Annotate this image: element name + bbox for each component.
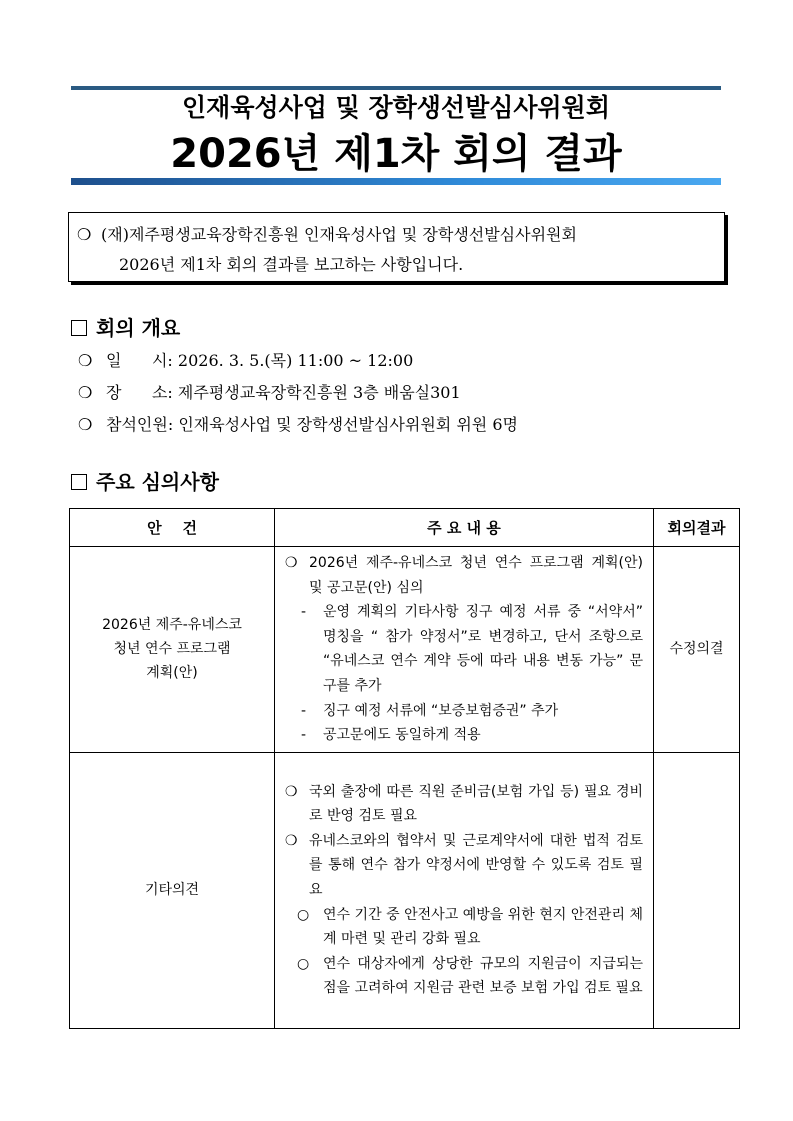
agenda-line: 청년 연수 프로그램 [113, 641, 231, 658]
agenda-line: 2026년 제주-유네스코 [102, 617, 242, 634]
content-subitem [285, 699, 643, 724]
summary-line1: (재)제주평생교육장학진흥원 인재육성사업 및 장학생선발심사위원회 [101, 225, 577, 244]
content-item-text: 징구 예정 서류에 “보증보험증권” 추가 [323, 702, 559, 719]
content-cell [275, 547, 654, 753]
content-cell [275, 752, 654, 1028]
overview-item-attendees [78, 413, 518, 437]
content-subitem [285, 723, 643, 748]
circle-bullet-icon: ❍ [78, 383, 93, 402]
table-header-row [70, 509, 740, 547]
content-item-text: 국외 출장에 따른 직원 준비금(보험 가입 등) 필요 경비로 반영 검토 필요 [309, 783, 643, 825]
section-heading-overview [71, 315, 180, 341]
agenda-line: 기타의견 [144, 882, 200, 899]
section-heading-overview-label: 회의 개요 [96, 316, 181, 340]
dash-bullet-icon: - [301, 604, 307, 621]
table-row [70, 752, 740, 1028]
title-top-rule [71, 86, 721, 90]
content-item-text: 2026년 제주-유네스코 청년 연수 프로그램 계획(안) 및 공고문(안) 심의 [309, 555, 643, 596]
overview-item-datetime [78, 349, 413, 373]
content-item-text: 공고문에도 동일하게 적용 [323, 727, 481, 744]
result-cell: 수정의결 [654, 547, 740, 753]
content-item [285, 551, 643, 600]
section-heading-deliberation [71, 469, 219, 495]
content-item [285, 903, 643, 952]
overview-value: 인재육성사업 및 장학생선발심사위원회 위원 6명 [178, 415, 518, 434]
content-item [285, 780, 643, 829]
square-bullet-icon [71, 320, 87, 336]
square-bullet-icon [71, 474, 87, 490]
small-circle-bullet-icon: ○ [297, 906, 310, 923]
content-subitem [285, 600, 643, 698]
content-item-text: 연수 대상자에게 상당한 규모의 지원금이 지급되는 점을 고려하여 지원금 관련 보증 보험 가입 검토 필요 [323, 955, 643, 997]
circle-bullet-icon: ❍ [285, 832, 298, 849]
deliberation-table [69, 508, 740, 1029]
overview-key: 일 시: [106, 351, 173, 370]
report-title-line2: 2026년 제1차 회의 결과 [170, 131, 622, 177]
circle-bullet-icon: ❍ [77, 225, 92, 244]
overview-item-place [78, 381, 461, 405]
table-row [70, 547, 740, 753]
title-bottom-gradient-rule [71, 178, 721, 185]
report-title-line1: 인재육성사업 및 장학생선발심사위원회 [182, 93, 610, 122]
overview-value: 제주평생교육장학진흥원 3층 배움실301 [177, 383, 461, 402]
agenda-cell [70, 547, 275, 753]
dash-bullet-icon: - [301, 727, 307, 744]
circle-bullet-icon: ❍ [78, 415, 93, 434]
circle-bullet-icon: ❍ [285, 555, 298, 571]
circle-bullet-icon: ❍ [78, 351, 93, 370]
overview-value: 2026. 3. 5.(목) 11:00 ~ 12:00 [177, 351, 414, 370]
content-item-text: 운영 계획의 기타사항 징구 예정 서류 중 “서약서” 명칭을 “ 참가 약정서”로 변경하고, 단서 조항으로 “유네스코 연수 계약 등에 따라 내용 변동 가능” 문구를 추가 [323, 604, 643, 694]
result-cell [654, 752, 740, 1028]
content-item-text: 유네스코와의 협약서 및 근로계약서에 대한 법적 검토를 통해 연수 참가 약정서에 반영할 수 있도록 검토 필요 [309, 832, 643, 898]
overview-key: 참석인원: [106, 415, 174, 434]
content-item [285, 952, 643, 1001]
column-header-result: 회의결과 [654, 509, 740, 547]
overview-key: 장 소: [106, 383, 173, 402]
content-item-text: 연수 기간 중 안전사고 예방을 위한 현지 안전관리 체계 마련 및 관리 강화 필요 [323, 906, 643, 948]
dash-bullet-icon: - [301, 702, 307, 719]
agenda-line: 계획(안) [146, 665, 198, 682]
summary-text [77, 220, 717, 280]
summary-line2: 2026년 제1차 회의 결과를 보고하는 사항입니다. [119, 255, 464, 274]
column-header-content: 주 요 내 용 [275, 509, 654, 547]
summary-box [68, 212, 725, 282]
agenda-cell [70, 752, 275, 1028]
section-heading-deliberation-label: 주요 심의사항 [96, 470, 219, 494]
column-header-agenda: 안 건 [70, 509, 275, 547]
small-circle-bullet-icon: ○ [297, 955, 310, 972]
content-item [285, 829, 643, 903]
circle-bullet-icon: ❍ [285, 783, 298, 800]
